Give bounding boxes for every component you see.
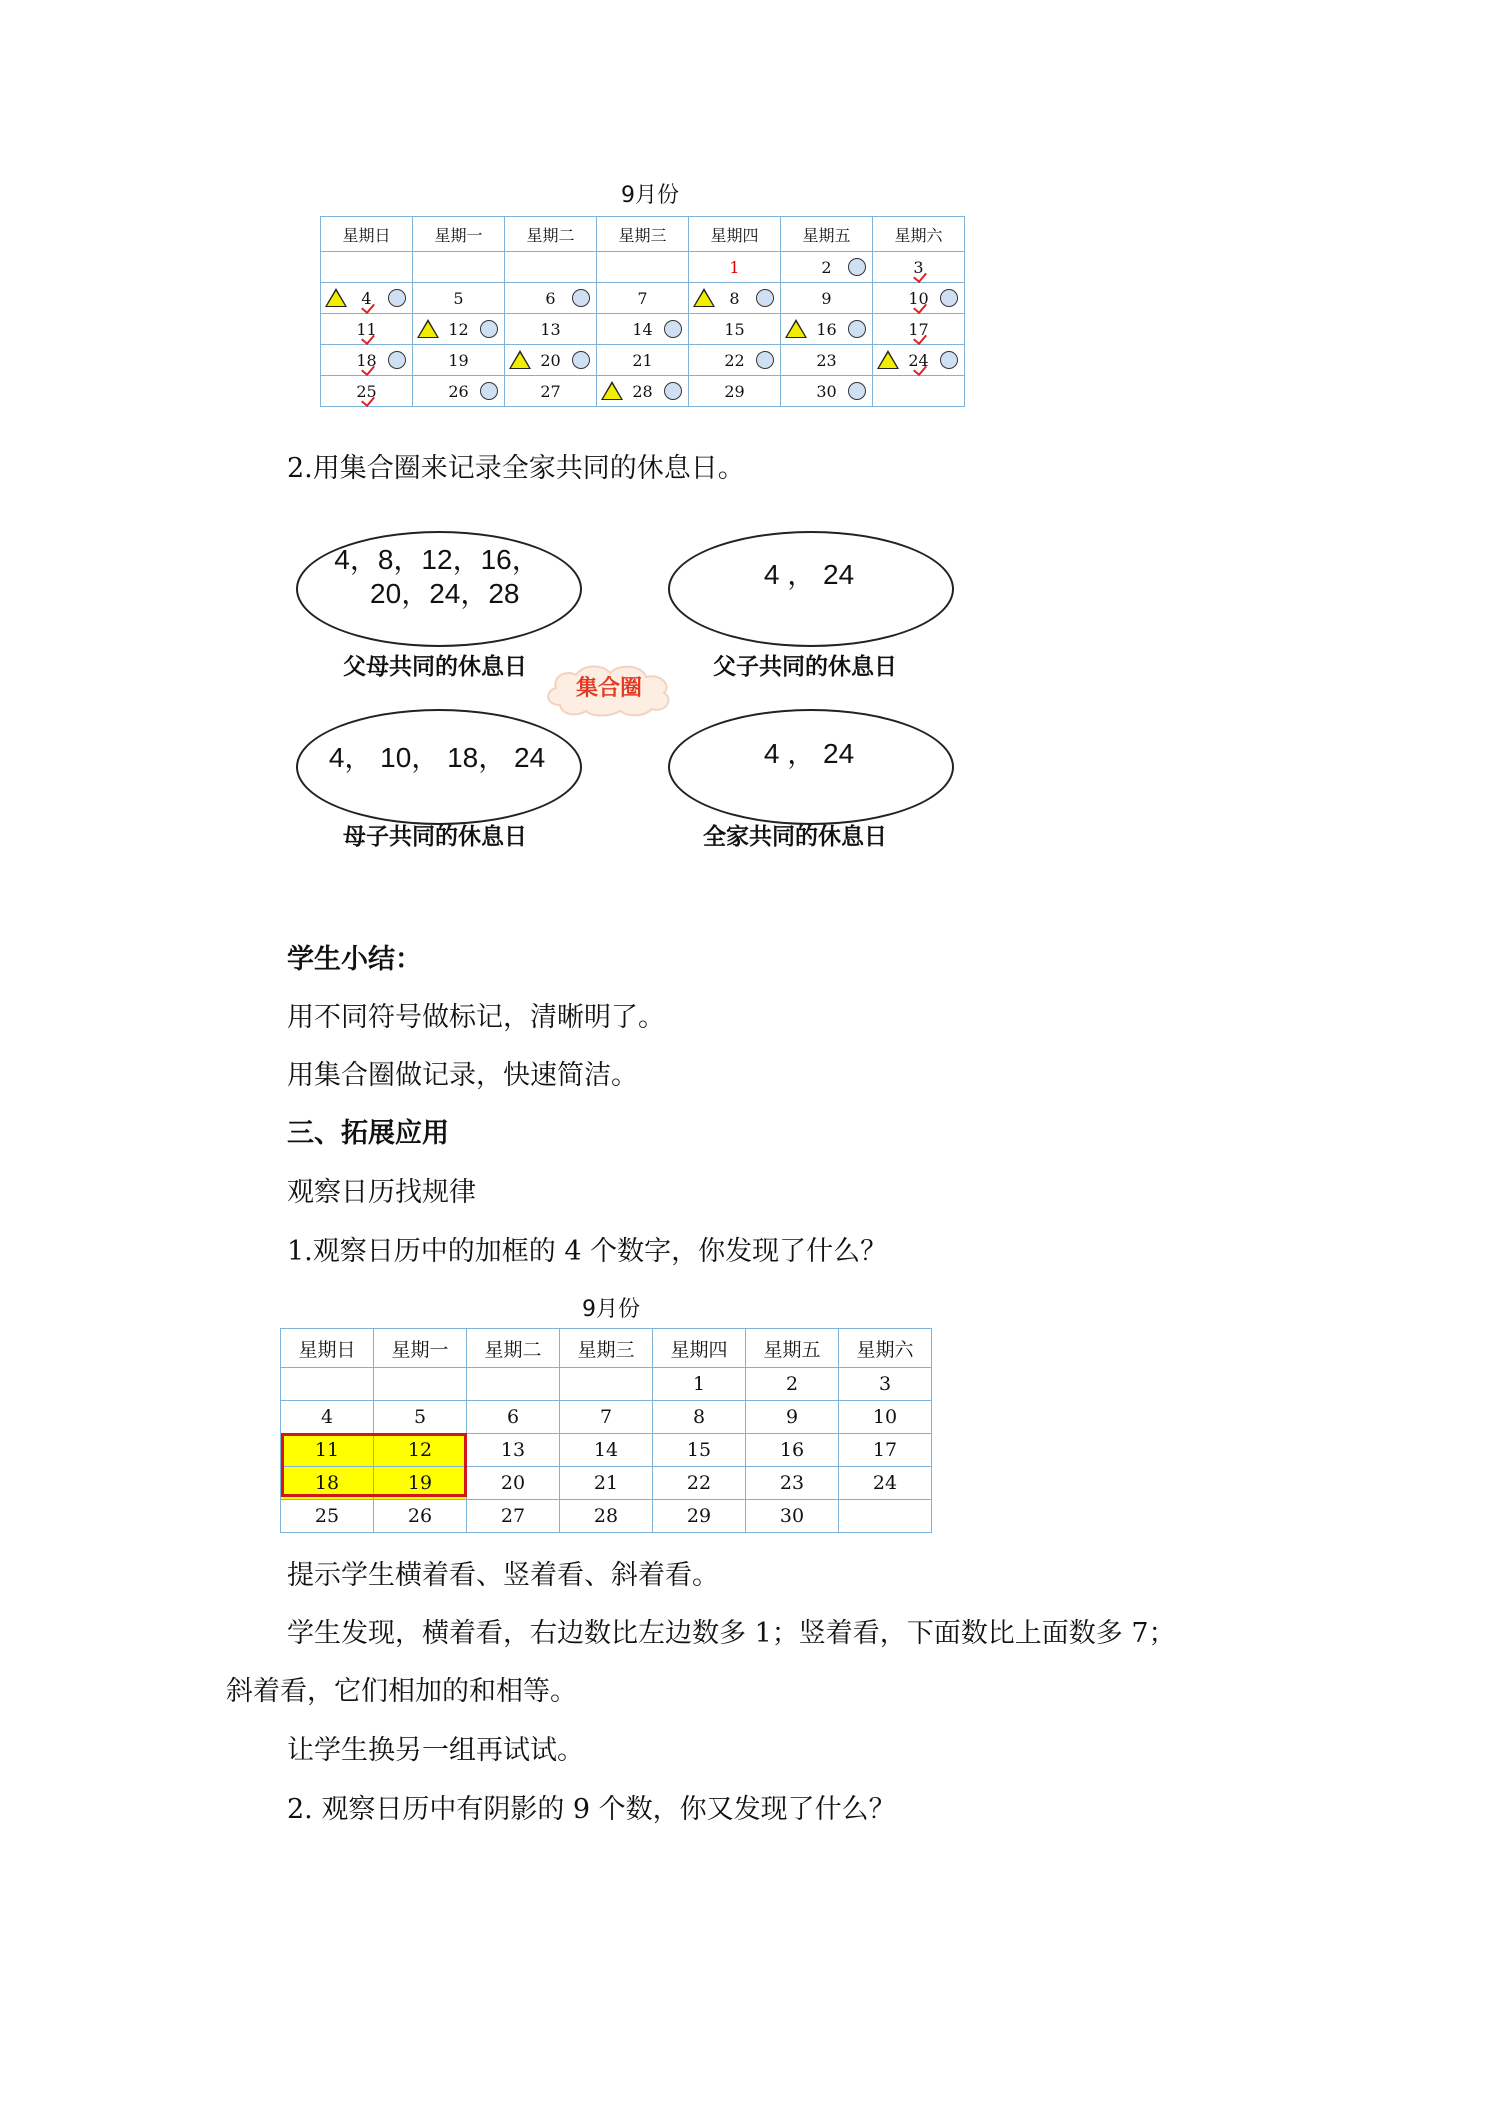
- calendar1-day-cell: [505, 376, 597, 407]
- calendar1-day-cell: [597, 376, 689, 407]
- calendar1-table: [320, 216, 965, 407]
- triangle-mark-icon: [509, 350, 531, 369]
- calendar1-day-number: 1: [729, 257, 740, 277]
- circle-mark-icon: [848, 382, 866, 400]
- calendar1-day-number: 25: [356, 381, 377, 401]
- triangle-mark-icon: [785, 319, 807, 338]
- calendar2-day-cell: [839, 1500, 932, 1533]
- calendar1-day-cell: [689, 345, 781, 376]
- calendar1-day-number: 27: [540, 381, 561, 401]
- calendar1-day-number: 16: [816, 319, 837, 339]
- calendar2-day-cell: 22: [653, 1467, 746, 1500]
- calendar1-day-cell: [597, 314, 689, 345]
- calendar1-day-number: 15: [724, 319, 745, 339]
- calendar1-day-number: 2: [821, 257, 832, 277]
- circle-mark-icon: [480, 382, 498, 400]
- family-set-label: 全家共同的休息日: [703, 824, 887, 850]
- circle-mark-icon: [480, 320, 498, 338]
- calendar1-day-number: 30: [816, 381, 837, 401]
- circle-mark-icon: [940, 289, 958, 307]
- calendar1-day-cell: [781, 252, 873, 283]
- calendar1-day-number: 20: [540, 350, 561, 370]
- finding-line-2: 斜着看，它们相加的和相等。: [226, 1676, 577, 1707]
- calendar2-day-cell: 5: [374, 1401, 467, 1434]
- calendar2-day-cell: 14: [560, 1434, 653, 1467]
- calendar1-day-cell: [413, 252, 505, 283]
- calendar1-day-cell: [689, 376, 781, 407]
- circle-mark-icon: [388, 289, 406, 307]
- mother-son-set-values: 4， 10， 18， 24: [328, 742, 546, 773]
- calendar2-day-cell: 18: [281, 1467, 374, 1500]
- circle-mark-icon: [756, 289, 774, 307]
- calendar1-day-cell: [873, 345, 965, 376]
- calendar2-day-cell: 4: [281, 1401, 374, 1434]
- calendar1-week-row: [321, 345, 965, 376]
- calendar1-weekday: 星期六: [873, 217, 965, 252]
- calendar2-day-cell: 9: [746, 1401, 839, 1434]
- father-son-set-label: 父子共同的休息日: [713, 654, 897, 680]
- hint-text: 提示学生横着看、竖着看、斜着看。: [287, 1560, 719, 1591]
- calendar1-day-cell: [873, 283, 965, 314]
- calendar1-day-number: 28: [632, 381, 653, 401]
- calendar1-day-cell: [689, 283, 781, 314]
- calendar2-week-row: [281, 1368, 932, 1401]
- calendar1-day-number: 5: [453, 288, 464, 308]
- calendar2-day-cell: [374, 1368, 467, 1401]
- calendar1-day-cell: [505, 283, 597, 314]
- calendar1-day-number: 3: [913, 257, 924, 277]
- parents-set-label: 父母共同的休息日: [343, 654, 527, 680]
- calendar1-day-cell: [505, 252, 597, 283]
- calendar1-day-number: 8: [729, 288, 740, 308]
- calendar2-day-cell: 8: [653, 1401, 746, 1434]
- summary-heading: 学生小结：: [287, 944, 422, 975]
- calendar1-day-cell: [597, 283, 689, 314]
- calendar1-day-number: 17: [908, 319, 929, 339]
- circle-mark-icon: [940, 351, 958, 369]
- calendar1-day-cell: [321, 314, 413, 345]
- calendar1-day-number: 29: [724, 381, 745, 401]
- calendar2-day-cell: 24: [839, 1467, 932, 1500]
- circle-mark-icon: [388, 351, 406, 369]
- calendar1-day-cell: [597, 252, 689, 283]
- calendar1-day-cell: [505, 314, 597, 345]
- calendar1-week-row: [321, 314, 965, 345]
- calendar1-weekday: 星期二: [505, 217, 597, 252]
- calendar2-day-cell: 30: [746, 1500, 839, 1533]
- triangle-mark-icon: [417, 319, 439, 338]
- calendar2-week-row: [281, 1500, 932, 1533]
- calendar2-day-cell: 25: [281, 1500, 374, 1533]
- calendar2-weekday: 星期三: [560, 1329, 653, 1368]
- calendar1-day-number: 4: [361, 288, 372, 308]
- calendar1-day-cell: [781, 314, 873, 345]
- calendar1-day-number: 26: [448, 381, 469, 401]
- calendar2-day-cell: 3: [839, 1368, 932, 1401]
- retry-text: 让学生换另一组再试试。: [287, 1735, 584, 1766]
- calendar2-day-cell: 21: [560, 1467, 653, 1500]
- section3-heading: 三、拓展应用: [287, 1118, 449, 1149]
- circle-mark-icon: [756, 351, 774, 369]
- triangle-mark-icon: [601, 381, 623, 400]
- circle-mark-icon: [572, 289, 590, 307]
- calendar1-weekday: 星期日: [321, 217, 413, 252]
- calendar1-day-number: 24: [908, 350, 929, 370]
- calendar2-day-cell: 10: [839, 1401, 932, 1434]
- finding-line-1: 学生发现，横着看，右边数比左边数多 1；竖着看，下面数比上面数多 7；: [287, 1618, 1176, 1649]
- calendar2-day-cell: 19: [374, 1467, 467, 1500]
- section3-intro: 观察日历找规律: [287, 1177, 476, 1208]
- calendar2-table: [280, 1328, 932, 1533]
- circle-mark-icon: [572, 351, 590, 369]
- calendar1-day-cell: [413, 283, 505, 314]
- circle-mark-icon: [664, 382, 682, 400]
- calendar1-day-number: 6: [545, 288, 556, 308]
- circle-mark-icon: [664, 320, 682, 338]
- calendar1-day-cell: [321, 376, 413, 407]
- calendar2-week-row: [281, 1401, 932, 1434]
- calendar2-day-cell: 15: [653, 1434, 746, 1467]
- question-2: 2. 观察日历中有阴影的 9 个数，你又发现了什么？: [287, 1794, 896, 1825]
- calendar1-day-number: 14: [632, 319, 653, 339]
- calendar2-header-row: [281, 1329, 932, 1368]
- calendar2-day-cell: [467, 1368, 560, 1401]
- calendar1-day-cell: [781, 376, 873, 407]
- calendar1-day-cell: [873, 252, 965, 283]
- calendar1-day-cell: [413, 345, 505, 376]
- calendar2-day-cell: [560, 1368, 653, 1401]
- calendar2-day-cell: 28: [560, 1500, 653, 1533]
- highlight-box: [281, 1433, 467, 1497]
- calendar1-day-number: 9: [821, 288, 832, 308]
- calendar2-weekday: 星期二: [467, 1329, 560, 1368]
- calendar2-weekday: 星期日: [281, 1329, 374, 1368]
- calendar2-day-cell: [281, 1368, 374, 1401]
- calendar2-title: 9月份: [582, 1297, 640, 1322]
- triangle-mark-icon: [877, 350, 899, 369]
- calendar2-day-cell: 17: [839, 1434, 932, 1467]
- calendar1-day-number: 22: [724, 350, 745, 370]
- question-1: 1.观察日历中的加框的 4 个数字，你发现了什么？: [287, 1236, 888, 1267]
- calendar1-day-cell: [873, 314, 965, 345]
- calendar1-weekday: 星期五: [781, 217, 873, 252]
- triangle-mark-icon: [693, 288, 715, 307]
- calendar1-week-row: [321, 252, 965, 283]
- calendar2-day-cell: 7: [560, 1401, 653, 1434]
- calendar1-day-cell: [321, 345, 413, 376]
- calendar1-day-number: 10: [908, 288, 929, 308]
- calendar2-weekday: 星期四: [653, 1329, 746, 1368]
- calendar2-day-cell: 11: [281, 1434, 374, 1467]
- calendar1-day-cell: [689, 252, 781, 283]
- summary-line-2: 用集合圈做记录，快速简洁。: [287, 1060, 638, 1091]
- calendar2-day-cell: 12: [374, 1434, 467, 1467]
- calendar1-day-cell: [781, 345, 873, 376]
- triangle-mark-icon: [325, 288, 347, 307]
- calendar1-day-cell: [597, 345, 689, 376]
- calendar2-day-cell: 13: [467, 1434, 560, 1467]
- calendar1-header-row: [321, 217, 965, 252]
- calendar2-day-cell: 26: [374, 1500, 467, 1533]
- calendar2-day-cell: 27: [467, 1500, 560, 1533]
- father-son-set-values: 4 ， 24: [763, 559, 855, 590]
- calendar2-weekday: 星期一: [374, 1329, 467, 1368]
- calendar1-weekday: 星期一: [413, 217, 505, 252]
- calendar2-day-cell: 20: [467, 1467, 560, 1500]
- calendar2-day-cell: 16: [746, 1434, 839, 1467]
- summary-line-1: 用不同符号做标记，清晰明了。: [287, 1002, 665, 1033]
- calendar1-day-number: 12: [448, 319, 469, 339]
- calendar1-day-number: 23: [816, 350, 837, 370]
- calendar1-week-row: [321, 376, 965, 407]
- calendar1-day-number: 21: [632, 350, 653, 370]
- calendar1-week-row: [321, 283, 965, 314]
- mother-son-set-label: 母子共同的休息日: [343, 824, 527, 850]
- calendar2-weekday: 星期五: [746, 1329, 839, 1368]
- calendar1-day-cell: [413, 376, 505, 407]
- calendar2-day-cell: 1: [653, 1368, 746, 1401]
- calendar1-weekday: 星期三: [597, 217, 689, 252]
- calendar2-day-cell: 6: [467, 1401, 560, 1434]
- calendar1-day-cell: [689, 314, 781, 345]
- calendar1-day-cell: [505, 345, 597, 376]
- center-label: 集合圈: [575, 676, 642, 701]
- calendar2-day-cell: 23: [746, 1467, 839, 1500]
- calendar1-day-cell: [321, 283, 413, 314]
- calendar1-day-number: 18: [356, 350, 377, 370]
- parents-set-values: 4，8，12，16， 20，24，28: [334, 544, 540, 609]
- calendar1-day-cell: [413, 314, 505, 345]
- calendar1-title: 9月份: [621, 183, 679, 208]
- circle-mark-icon: [848, 320, 866, 338]
- calendar1-weekday: 星期四: [689, 217, 781, 252]
- calendar2-day-cell: 2: [746, 1368, 839, 1401]
- calendar2-day-cell: 29: [653, 1500, 746, 1533]
- calendar1-day-cell: [321, 252, 413, 283]
- calendar1-day-cell: [873, 376, 965, 407]
- calendar1-day-number: 7: [637, 288, 648, 308]
- circle-mark-icon: [848, 258, 866, 276]
- calendar1-day-number: 19: [448, 350, 469, 370]
- record-instruction: 2.用集合圈来记录全家共同的休息日。: [287, 453, 745, 484]
- calendar1-day-cell: [781, 283, 873, 314]
- calendar1-day-number: 13: [540, 319, 561, 339]
- calendar1-day-number: 11: [356, 319, 377, 339]
- family-set-values: 4 ， 24: [763, 738, 855, 769]
- calendar2-weekday: 星期六: [839, 1329, 932, 1368]
